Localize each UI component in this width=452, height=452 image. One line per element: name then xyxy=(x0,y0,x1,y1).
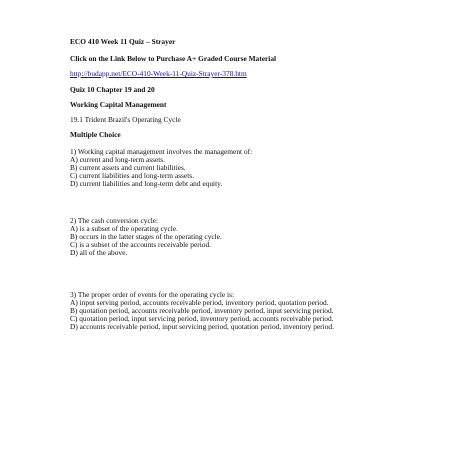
section-title: Working Capital Management xyxy=(70,100,167,109)
option-b: B) occurs in the latter stages of the operating cycle. xyxy=(70,232,222,241)
option-a: A) input serving period, accounts receivable period, inventory period, quotation period. xyxy=(70,298,329,307)
option-d: D) all of the above. xyxy=(70,248,128,257)
option-d: D) current liabilities and long-term debt and equity. xyxy=(70,179,223,188)
option-b: B) quotation period, accounts receivable period, inventory period, input servicing period. xyxy=(70,306,334,315)
multiple-choice-header: Multiple Choice xyxy=(70,130,121,139)
question-1 xyxy=(70,148,370,188)
option-a: A) is a subset of the operating cycle. xyxy=(70,224,178,233)
purchase-link[interactable]: http://budapp.net/ECO-410-Week-11-Quiz-Strayer-378.htm xyxy=(70,69,247,78)
option-c: C) is a subset of the accounts receivable period. xyxy=(70,240,211,249)
option-c: C) quotation period, input servicing period, inventory period, accounts receivable period. xyxy=(70,314,334,323)
option-list xyxy=(70,156,370,188)
subsection-title: 19.1 Trident Brazil's Operating Cycle xyxy=(70,115,181,124)
option-b: B) current assets and current liabilities. xyxy=(70,163,186,172)
option-list xyxy=(70,225,370,257)
question-text: 2) The cash conversion cycle: xyxy=(70,216,159,225)
question-3 xyxy=(70,291,370,331)
question-2 xyxy=(70,217,370,257)
question-text: 1) Working capital management involves the management of: xyxy=(70,147,253,156)
option-d: D) accounts receivable period, input servicing period, quotation period, inventory period. xyxy=(70,322,334,331)
question-text: 3) The proper order of events for the operating cycle is: xyxy=(70,290,235,299)
quiz-header: Quiz 10 Chapter 19 and 20 xyxy=(70,85,155,94)
option-a: A) current and long-term assets. xyxy=(70,155,166,164)
purchase-instruction: Click on the Link Below to Purchase A+ Graded Course Material xyxy=(70,54,277,63)
option-list xyxy=(70,299,370,331)
document-title: ECO 410 Week 11 Quiz – Strayer xyxy=(70,37,176,46)
option-c: C) current liabilities and long-term assets. xyxy=(70,171,194,180)
